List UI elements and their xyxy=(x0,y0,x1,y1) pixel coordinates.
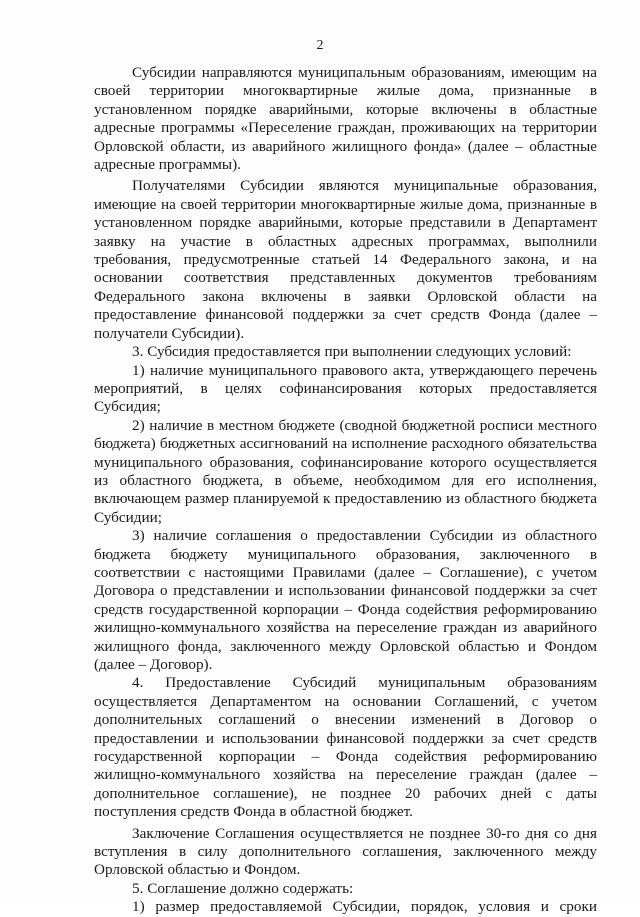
document-body xyxy=(94,64,597,917)
paragraph-section-3-heading: 3. Субсидия предоставляется при выполнении следующих условий: xyxy=(132,343,572,361)
paragraph-condition-3: 3) наличие соглашения о предоставлении Субсидии из областного бюджета бюджету муниципального образования, заключенного в соответствии с настоящими Правилами (далее – Соглашение), с учетом Договора о представлении и использовании финансовой поддержки за счет средств государственной корпорации – Фонда содействия реформированию жилищно-коммунального хозяйства на переселение граждан из аварийного жилищного фонда, заключенного между Орловской областью и Фондом (далее – Договор). xyxy=(94,527,597,673)
paragraph-condition-2: 2) наличие в местном бюджете (сводной бюджетной росписи местного бюджета) бюджетных ассигнований на исполнение расходного обязательства муниципального образования, софинансирование которого осуществляется из областного бюджета, в объеме, необходимом для его исполнения, включающем размер планируемой к предоставлению из областного бюджета Субсидии; xyxy=(94,416,597,526)
paragraph-subsidy-recipients-intro: Субсидии направляются муниципальным образованиям, имеющим на своей территории многоквартирные жилые дома, признанные в установленном порядке аварийными, которые включены в областные адресные программы «Переселение граждан, проживающих на территории Орловской области, из аварийного жилищного фонда» (далее – областные адресные программы). xyxy=(94,64,597,174)
paragraph-agreement-item-1: 1) размер предоставляемой Субсидии, порядок, условия и сроки xyxy=(132,898,597,916)
paragraph-subsidy-recipients: Получателями Субсидии являются муниципальные образования, имеющие на своей территории многоквартирные жилые дома, признанные в установленном порядке аварийными, которые представили в Департамент заявку на участие в областных адресных программах, выполнили требования, предусмотренные статьей 14 Федерального закона, и на основании соответствия представленных документов требованиям Федерального закона включены в заявки Орловской области на предоставление финансовой поддержки за счет средств Фонда (далее – получатели Субсидии). xyxy=(94,177,597,342)
paragraph-section-4: 4. Предоставление Субсидий муниципальным образованиям осуществляется Департаментом на основании Соглашений, с учетом дополнительных соглашений о внесении изменений в Договор о предоставлении и использовании финансовой поддержки за счет средств государственной корпорации – Фонда содействия реформированию жилищно-коммунального хозяйства на переселение граждан (далее – дополнительное соглашение), не позднее 20 рабочих дней с даты поступления средств Фонда в областной бюджет. xyxy=(94,674,597,821)
paragraph-section-5-heading: 5. Соглашение должно содержать: xyxy=(132,879,354,897)
page-number: 2 xyxy=(316,38,324,53)
paragraph-agreement-deadline: Заключение Соглашения осуществляется не позднее 30-го дня со дня вступления в силу дополнительного соглашения, заключенного между Орловской областью и Фондом. xyxy=(94,824,597,879)
paragraph-condition-1: 1) наличие муниципального правового акта, утверждающего перечень мероприятий, в целях софинансирования которых предоставляется Субсидия; xyxy=(94,361,597,416)
